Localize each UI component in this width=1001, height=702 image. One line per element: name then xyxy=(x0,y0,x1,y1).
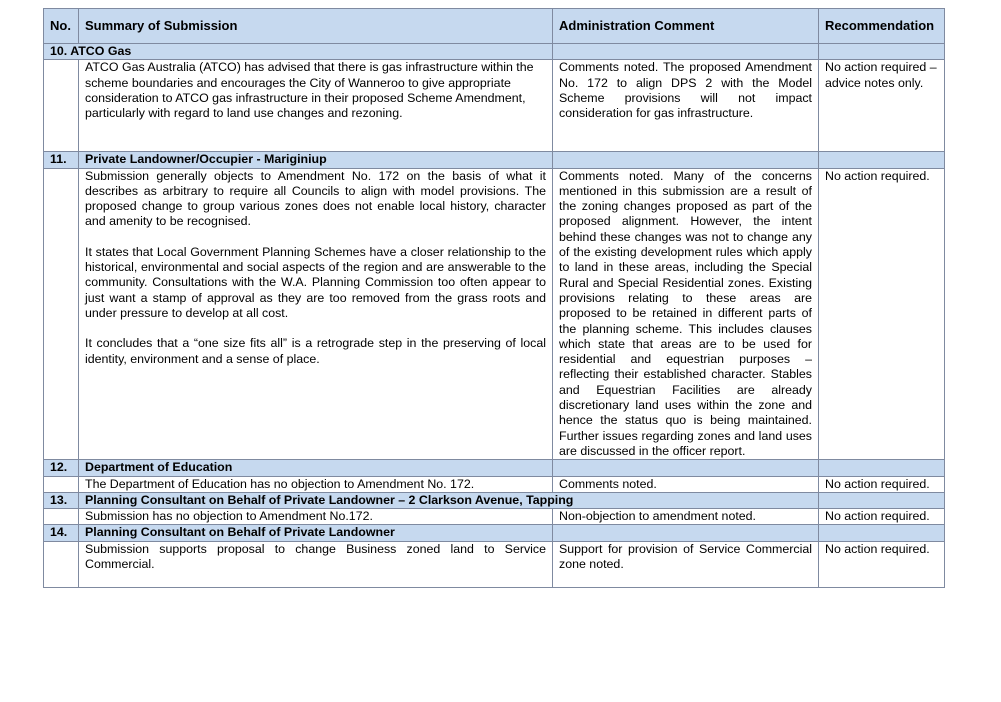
row-number: 11. xyxy=(44,152,79,168)
summary-text: ATCO Gas Australia (ATCO) has advised that there is gas infrastructure within the scheme boundaries and encourages the City of Wanneroo to give appropriate consideration to ATCO gas infrastructure in their proposed Scheme Amendment, particularly with regard to land use changes and rezoning. xyxy=(85,60,534,121)
table-row xyxy=(44,541,945,587)
comment-cell: Comments noted. The proposed Amendment No. 172 to align DPS 2 with the Model Scheme provisions will not impact consideration for gas infrastructure. xyxy=(553,60,819,152)
summary-text: The Department of Education has no objection to Amendment No. 172. xyxy=(85,476,475,491)
table-row xyxy=(44,509,945,525)
summary-text: Submission has no objection to Amendment No.172. xyxy=(85,509,373,524)
row-number: 12. xyxy=(44,460,79,476)
comment-cell: Non-objection to amendment noted. xyxy=(553,509,819,525)
section-row xyxy=(44,460,945,476)
summary-text: It states that Local Government Planning Schemes have a closer relationship to the historical, environmental and social aspects of the region and are answerable to the community. Consultations with the W.A. Planning Commission too often appear to just want a stamp of approval as they are too removed from the grass roots and under pressure to develop at all cost. xyxy=(85,244,546,320)
header-no: No. xyxy=(44,9,79,44)
section-row xyxy=(44,525,945,541)
section-row xyxy=(44,492,945,508)
header-comment: Administration Comment xyxy=(553,9,819,44)
summary-text: It concludes that a “one size fits all” is a retrograde step in the preserving of local identity, environment and a sense of place. xyxy=(85,336,546,366)
summary-text: Submission generally objects to Amendment No. 172 on the basis of what it describes as arbitrary to require all Councils to align with model provisions. The proposed change to group various zones does not enable local history, character and amenity to be recognised. xyxy=(85,168,546,229)
table-row xyxy=(44,476,945,492)
row-number: 13. xyxy=(44,492,79,508)
header-recommendation: Recommendation xyxy=(819,9,945,44)
recommendation-cell: No action required. xyxy=(819,168,945,460)
row-number: 14. xyxy=(44,525,79,541)
comment-cell: Support for provision of Service Commercial zone noted. xyxy=(553,541,819,587)
summary-text: Submission supports proposal to change Business zoned land to Service Commercial. xyxy=(85,541,546,572)
summary-cell xyxy=(79,168,553,460)
recommendation-cell: No action required. xyxy=(819,476,945,492)
summary-cell xyxy=(79,509,553,525)
header-row xyxy=(44,9,945,44)
summary-cell xyxy=(79,541,553,587)
recommendation-cell: No action required. xyxy=(819,509,945,525)
section-title: Department of Education xyxy=(79,460,553,476)
section-title: Planning Consultant on Behalf of Private Landowner xyxy=(79,525,553,541)
section-row xyxy=(44,44,945,60)
recommendation-cell: No action required – advice notes only. xyxy=(819,60,945,152)
section-title: Planning Consultant on Behalf of Private Landowner – 2 Clarkson Avenue, Tapping xyxy=(79,492,819,508)
comment-cell: Comments noted. xyxy=(553,476,819,492)
comment-cell: Comments noted. Many of the concerns mentioned in this submission are a result of the zoning changes proposed as part of the proposed alignment. However, the intent behind these changes was not to change any of the existing development rules which apply to land in these areas, including the Special Rural and Special Residential zones. Existing provisions relating to these areas are proposed to be retained in different parts of the planning scheme. This includes clauses which state that areas are to be used for residential and equestrian purposes – reflecting their established character. Stables and Equestrian Facilities are already discretionary land uses within the zone and hence the status quo is being maintained. Further issues regarding zones and land uses are discussed in the officer report. xyxy=(553,168,819,460)
section-title: Private Landowner/Occupier - Mariginiup xyxy=(79,152,553,168)
summary-cell xyxy=(79,60,553,152)
table-row xyxy=(44,168,945,460)
table-row xyxy=(44,60,945,152)
summary-cell xyxy=(79,476,553,492)
header-summary: Summary of Submission xyxy=(79,9,553,44)
recommendation-cell: No action required. xyxy=(819,541,945,587)
section-row xyxy=(44,152,945,168)
submissions-table xyxy=(43,8,945,588)
section-title: 10. ATCO Gas xyxy=(44,44,553,60)
